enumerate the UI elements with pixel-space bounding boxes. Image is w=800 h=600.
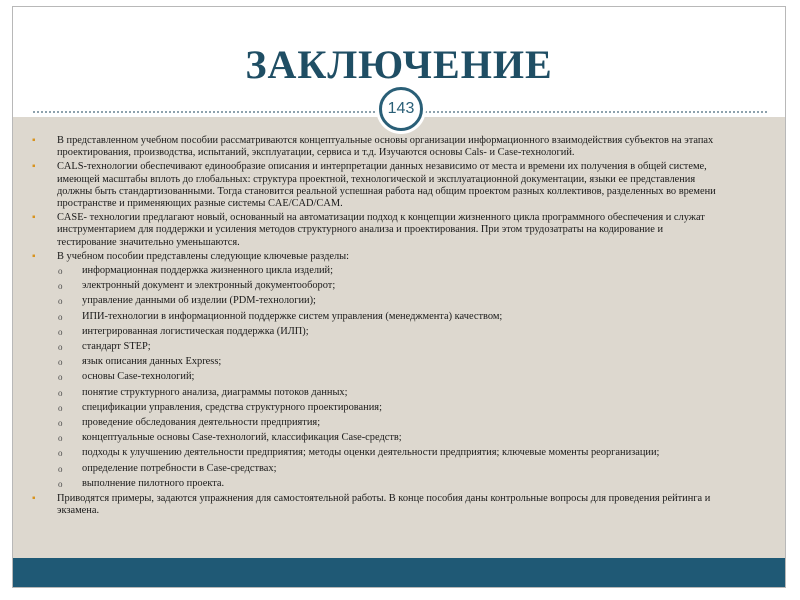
list-item-text: подходы к улучшению деятельности предприятия; методы оценки деятельности предприятия; ключевые моменты реорганизации;: [82, 447, 660, 459]
bullet-list: [13, 135, 785, 519]
list-item-text: CASE- технологии предлагают новый, основанный на автоматизации подход к концепции жизненного цикла программного обеспечения и служат инструментарием для поддержки и усиления методов структурного анализа и проектирования. При этом трудозатраты на кодирование и тестирование значительно уменьшаются.: [57, 212, 705, 248]
list-item: [13, 251, 785, 263]
bullet-circle-icon: o: [58, 357, 63, 368]
bullet-dot-icon: ▪: [32, 493, 36, 505]
page-number-badge: 143: [379, 87, 423, 131]
bullet-circle-icon: o: [58, 342, 63, 353]
list-item-text: ИПИ-технологии в информационной поддержке систем управления (менеджмента) качеством;: [82, 310, 503, 322]
bullet-circle-icon: o: [58, 311, 63, 322]
bullet-circle-icon: o: [58, 326, 63, 337]
slide-content: [13, 117, 785, 558]
list-item-text: В учебном пособии представлены следующие ключевые разделы:: [57, 250, 350, 262]
slide-footer-bar: [13, 558, 785, 587]
list-item-text: стандарт STEP;: [82, 341, 151, 353]
sub-list-item: [13, 311, 785, 323]
list-item: [13, 212, 785, 249]
sub-list-item: [13, 326, 785, 338]
sub-list-item: [13, 280, 785, 292]
sub-list-item: [13, 341, 785, 353]
bullet-dot-icon: ▪: [32, 161, 36, 173]
list-item: [13, 161, 785, 210]
list-item-text: электронный документ и электронный документооборот;: [82, 280, 336, 292]
bullet-circle-icon: o: [58, 433, 63, 444]
sub-list-item: [13, 417, 785, 429]
bullet-circle-icon: o: [58, 387, 63, 398]
list-item-text: спецификации управления, средства структурного проектирования;: [82, 401, 382, 413]
sub-list-item: [13, 265, 785, 277]
list-item-text: информационная поддержка жизненного цикла изделий;: [82, 265, 334, 277]
list-item-text: выполнение пилотного проекта.: [82, 477, 225, 489]
sub-list-item: [13, 447, 785, 459]
slide-title: ЗАКЛЮЧЕНИЕ: [245, 42, 553, 87]
list-item-text: основы Case-технологий;: [82, 371, 195, 383]
list-item-text: интегрированная логистическая поддержка (ИЛП);: [82, 325, 309, 337]
list-item-text: концептуальные основы Case-технологий, классификация Case-средств;: [82, 432, 402, 444]
list-item-text: управление данными об изделии (PDM-технологии);: [82, 295, 316, 307]
bullet-circle-icon: o: [58, 281, 63, 292]
bullet-circle-icon: o: [58, 448, 63, 459]
list-item-text: проведение обследования деятельности предприятия;: [82, 417, 321, 429]
bullet-circle-icon: o: [58, 372, 63, 383]
list-item-text: CALS-технологии обеспечивают единообразие описания и интерпретации данных независимо от места и времени их получения в общей системе, имеющей масштабы вплоть до глобальных: структура проектной, технологической и эксплуатационной документации, языки ее представления должны быть стандартизованными. Тогда становится реальной успешная работа над общим проектом разных коллективов, разделенных во времени пространстве и применяющих разные системы CAE/CAD/CAM.: [57, 161, 716, 210]
sub-list-item: [13, 371, 785, 383]
bullet-dot-icon: ▪: [32, 135, 36, 146]
bullet-circle-icon: o: [58, 296, 63, 307]
list-item-text: язык описания данных Express;: [82, 356, 222, 368]
list-item-text: В представленном учебном пособии рассматриваются концептуальные основы организации информационного взаимодействия субъектов на этапах проектирования, производства, испытаний, эксплуатации, сервиса и т.д. Изучаются основы Cals- и Case-технологий.: [57, 135, 714, 159]
list-item: [13, 135, 785, 159]
bullet-dot-icon: ▪: [32, 250, 36, 262]
sub-list-item: [13, 387, 785, 399]
list-item-text: понятие структурного анализа, диаграммы потоков данных;: [82, 386, 348, 398]
bullet-circle-icon: o: [58, 418, 63, 429]
sub-list-item: [13, 463, 785, 475]
bullet-circle-icon: o: [58, 266, 63, 277]
list-item: [13, 493, 785, 517]
sub-list-item: [13, 478, 785, 490]
bullet-dot-icon: ▪: [32, 212, 36, 224]
sub-list-item: [13, 356, 785, 368]
sub-list-item: [13, 402, 785, 414]
sub-list-item: [13, 432, 785, 444]
list-item-text: определение потребности в Case-средствах;: [82, 462, 277, 474]
bullet-circle-icon: o: [58, 478, 63, 489]
bullet-circle-icon: o: [58, 402, 63, 413]
list-item-text: Приводятся примеры, задаются упражнения для самостоятельной работы. В конце пособия даны контрольные вопросы для проведения рейтинга и экзамена.: [57, 493, 711, 517]
bullet-circle-icon: o: [58, 463, 63, 474]
sub-list-item: [13, 295, 785, 307]
